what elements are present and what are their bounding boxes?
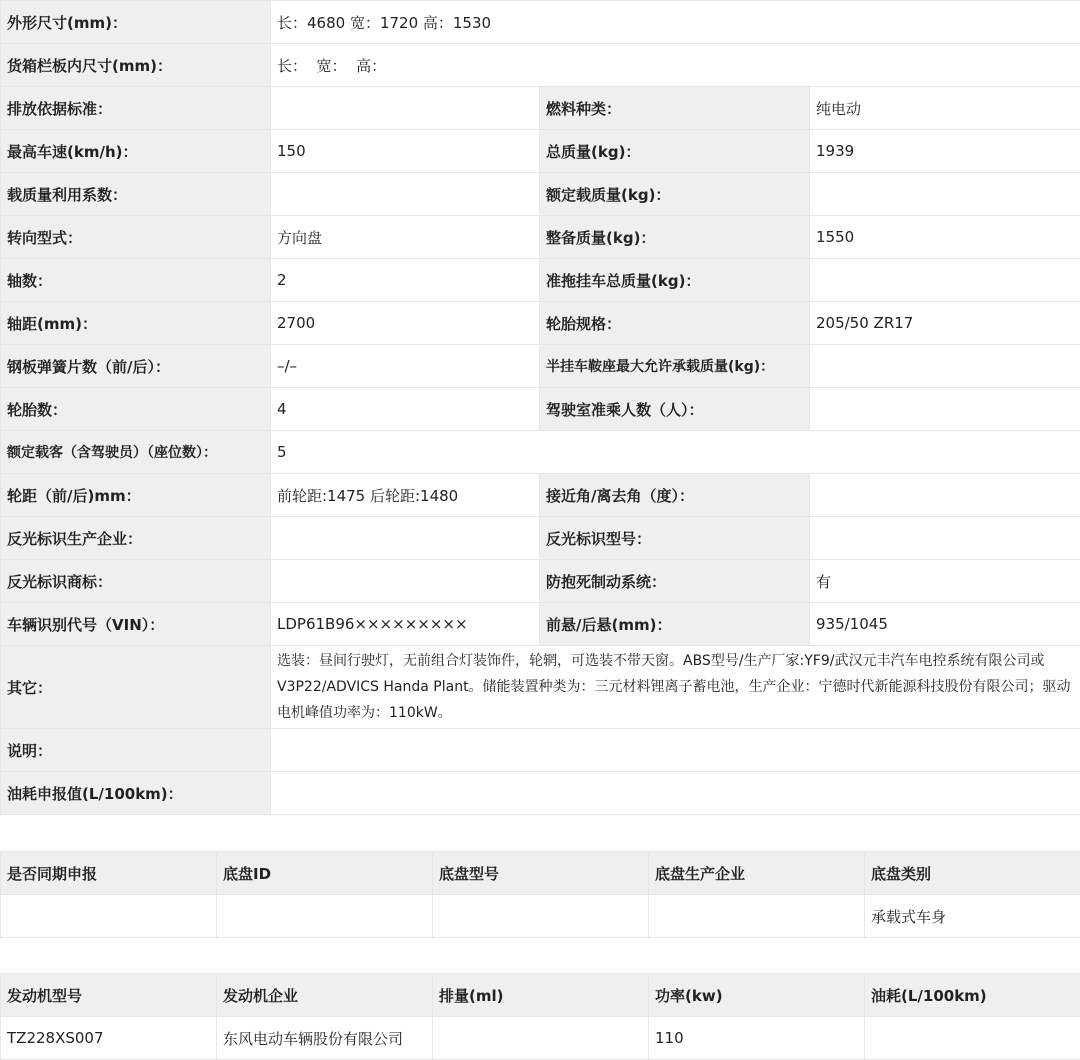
column-header: 底盘类别 (865, 852, 1080, 895)
seats-label: 额定载客（含驾驶员）（座位数）： (1, 431, 271, 474)
axles-value: 2 (271, 259, 540, 302)
fuel-value: 纯电动 (810, 87, 1080, 130)
spec-row (1, 44, 1080, 87)
cargo-dims-label: 货箱栏板内尺寸(mm)： (1, 44, 271, 87)
reflect-model-value (810, 517, 1080, 560)
steering-value: 方向盘 (271, 216, 540, 259)
column-header: 发动机型号 (1, 974, 217, 1017)
column-header: 功率(kw) (649, 974, 865, 1017)
spec-row (1, 388, 1080, 431)
reflect-brand-value (271, 560, 540, 603)
rated-load-label: 额定载质量(kg)： (540, 173, 810, 216)
engine-table (0, 973, 1080, 1060)
saddle-label: 半挂车鞍座最大允许承载质量(kg)： (540, 345, 810, 388)
rated-load-value (810, 173, 1080, 216)
saddle-value (810, 345, 1080, 388)
tire-spec-label: 轮胎规格： (540, 302, 810, 345)
fuel-cons-label: 油耗申报值(L/100km)： (1, 772, 271, 815)
gross-mass-label: 总质量(kg)： (540, 130, 810, 173)
spec-row (1, 431, 1080, 474)
cargo-dims-value: 长： 宽： 高： (271, 44, 1080, 87)
table-header-row (1, 852, 1080, 895)
chassis-table (0, 851, 1080, 938)
table-cell (217, 895, 433, 938)
emission-label: 排放依据标准： (1, 87, 271, 130)
abs-value: 有 (810, 560, 1080, 603)
spec-row (1, 560, 1080, 603)
spec-row (1, 603, 1080, 646)
other-value: 选装：昼间行驶灯，无前组合灯装饰件，轮辋，可选装不带天窗。ABS型号/生产厂家:YF9/武汉元丰汽车电控系统有限公司或V3P22/ADVICS Handa Plant。储能装置种类为：三元材料锂离子蓄电池，生产企业：宁德时代新能源科技股份有限公司；驱动电机峰值功率为：110kW。 (271, 646, 1080, 729)
spec-row (1, 130, 1080, 173)
track-label: 轮距（前/后)mm： (1, 474, 271, 517)
spec-row (1, 216, 1080, 259)
overhang-value: 935/1045 (810, 603, 1080, 646)
spec-row (1, 646, 1080, 729)
column-header: 发动机企业 (217, 974, 433, 1017)
trailer-mass-label: 准拖挂车总质量(kg)： (540, 259, 810, 302)
leaf-spring-label: 钢板弹簧片数（前/后）： (1, 345, 271, 388)
table-cell (433, 1017, 649, 1060)
table-cell: TZ228XS007 (1, 1017, 217, 1060)
tire-count-label: 轮胎数： (1, 388, 271, 431)
table-cell (649, 895, 865, 938)
load-coef-label: 载质量利用系数： (1, 173, 271, 216)
vin-label: 车辆识别代号（VIN）： (1, 603, 271, 646)
spec-row (1, 729, 1080, 772)
spec-row (1, 302, 1080, 345)
note-value (271, 729, 1080, 772)
spec-row (1, 345, 1080, 388)
load-coef-value (271, 173, 540, 216)
top-speed-label: 最高车速(km/h)： (1, 130, 271, 173)
table-header-row (1, 974, 1080, 1017)
tire-spec-value: 205/50 ZR17 (810, 302, 1080, 345)
leaf-spring-value: –/– (271, 345, 540, 388)
outer-dims-label: 外形尺寸(mm)： (1, 1, 271, 44)
vin-value: LDP61B96××××××××× (271, 603, 540, 646)
outer-dims-value: 长：4680 宽：1720 高：1530 (271, 1, 1080, 44)
table-cell (1, 895, 217, 938)
spec-row (1, 259, 1080, 302)
table-row (1, 895, 1080, 938)
table-cell: 承载式车身 (865, 895, 1080, 938)
top-speed-value: 150 (271, 130, 540, 173)
column-header: 底盘型号 (433, 852, 649, 895)
spec-row (1, 173, 1080, 216)
table-cell: 110 (649, 1017, 865, 1060)
abs-label: 防抱死制动系统： (540, 560, 810, 603)
emission-value (271, 87, 540, 130)
spec-row (1, 517, 1080, 560)
spec-row (1, 87, 1080, 130)
wheelbase-label: 轴距(mm)： (1, 302, 271, 345)
note-label: 说明： (1, 729, 271, 772)
overhang-label: 前悬/后悬(mm)： (540, 603, 810, 646)
reflect-maker-value (271, 517, 540, 560)
cab-pass-label: 驾驶室准乘人数（人）： (540, 388, 810, 431)
spec-row (1, 474, 1080, 517)
trailer-mass-value (810, 259, 1080, 302)
spec-row (1, 772, 1080, 815)
wheelbase-value: 2700 (271, 302, 540, 345)
reflect-model-label: 反光标识型号： (540, 517, 810, 560)
seats-value: 5 (271, 431, 1080, 474)
tire-count-value: 4 (271, 388, 540, 431)
curb-mass-value: 1550 (810, 216, 1080, 259)
other-label: 其它： (1, 646, 271, 729)
column-header: 油耗(L/100km) (865, 974, 1080, 1017)
angle-label: 接近角/离去角（度）： (540, 474, 810, 517)
table-cell: 东风电动车辆股份有限公司 (217, 1017, 433, 1060)
fuel-label: 燃料种类： (540, 87, 810, 130)
reflect-brand-label: 反光标识商标： (1, 560, 271, 603)
table-row (1, 1017, 1080, 1060)
table-cell (865, 1017, 1080, 1060)
column-header: 排量(ml) (433, 974, 649, 1017)
track-value: 前轮距:1475 后轮距:1480 (271, 474, 540, 517)
curb-mass-label: 整备质量(kg)： (540, 216, 810, 259)
angle-value (810, 474, 1080, 517)
gross-mass-value: 1939 (810, 130, 1080, 173)
column-header: 底盘生产企业 (649, 852, 865, 895)
column-header: 是否同期申报 (1, 852, 217, 895)
column-header: 底盘ID (217, 852, 433, 895)
spec-row (1, 1, 1080, 44)
table-cell (433, 895, 649, 938)
steering-label: 转向型式： (1, 216, 271, 259)
axles-label: 轴数： (1, 259, 271, 302)
cab-pass-value (810, 388, 1080, 431)
fuel-cons-value (271, 772, 1080, 815)
reflect-maker-label: 反光标识生产企业： (1, 517, 271, 560)
